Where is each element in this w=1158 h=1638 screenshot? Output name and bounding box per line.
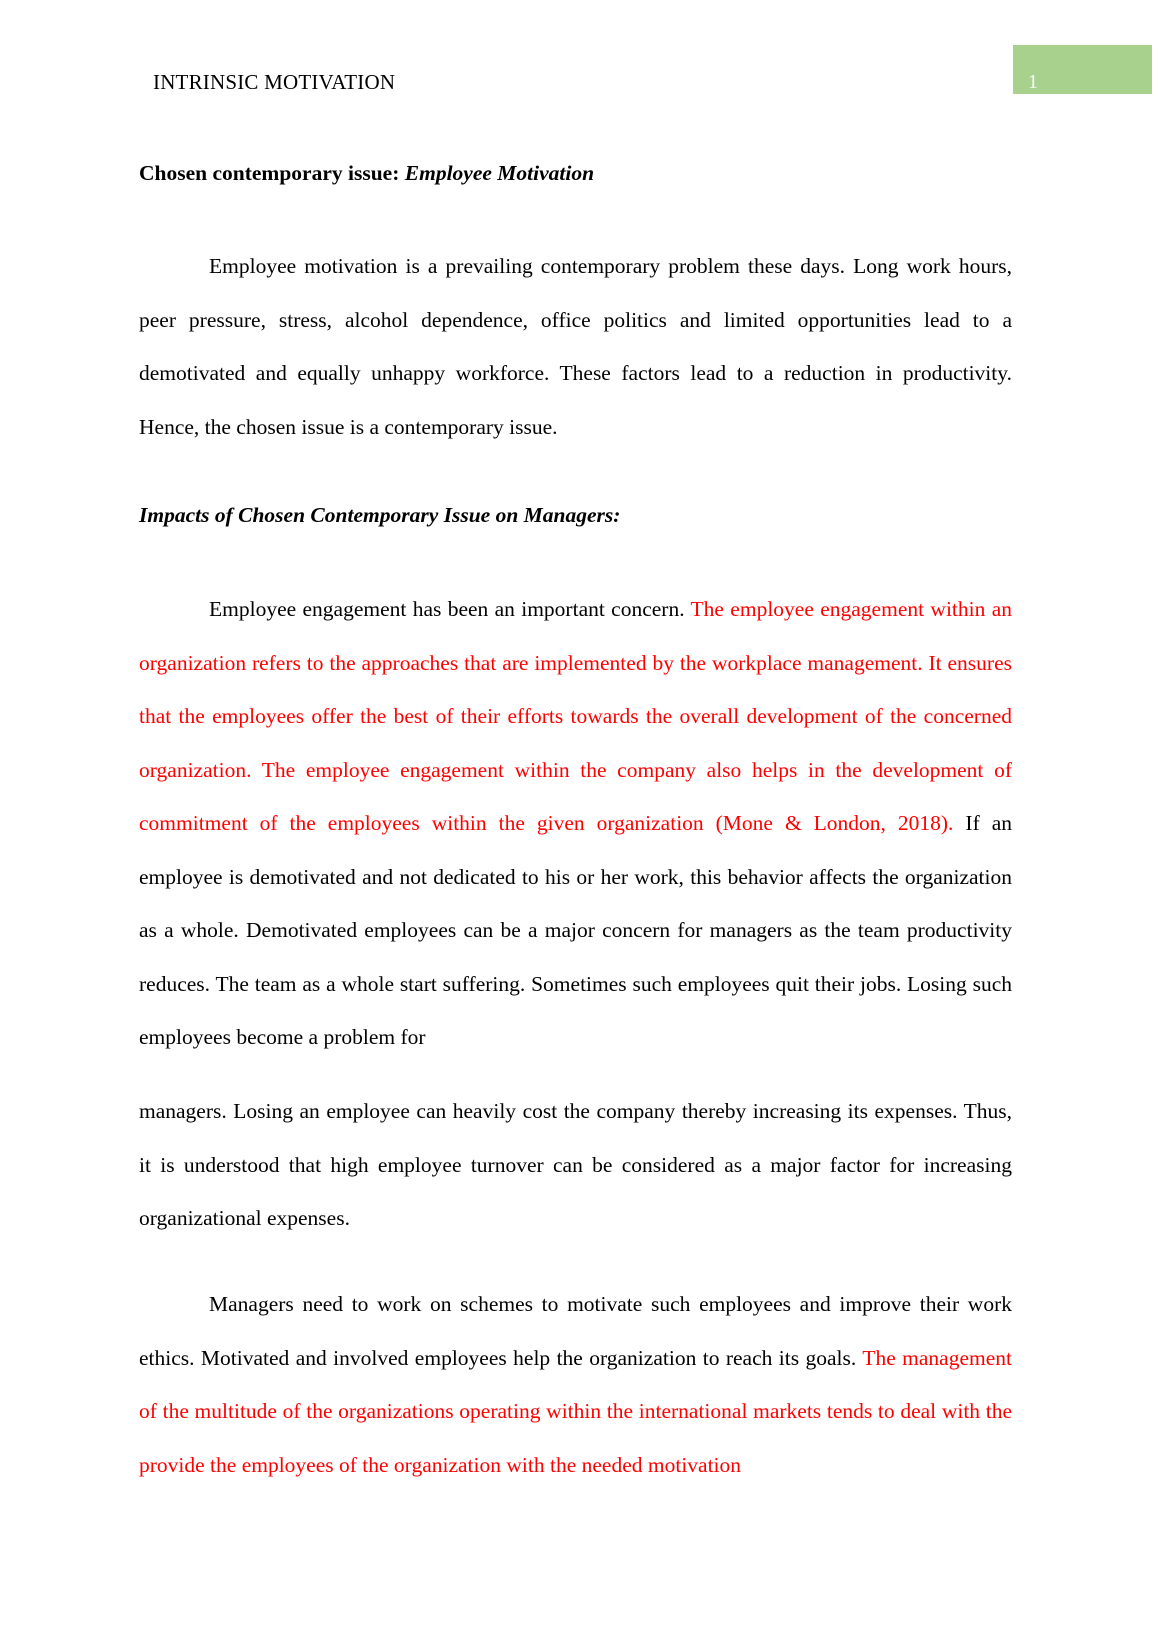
page-number: 1 (1028, 71, 1038, 93)
impacts-paragraph-block (139, 583, 1012, 1065)
running-header-title: INTRINSIC MOTIVATION (153, 70, 396, 94)
heading-label: Chosen contemporary issue: (139, 161, 400, 185)
impacts-continuation-block (139, 1085, 1012, 1246)
page-number-box (1013, 45, 1152, 94)
impacts-text-intro: Employee engagement has been an important concern. (209, 597, 685, 621)
managers-paragraph-block (139, 1278, 1012, 1492)
impacts-paragraph (139, 583, 1012, 1065)
intro-paragraph-block (139, 240, 1012, 454)
managers-text-highlight: The management of the multitude of the organizations operating within the international markets tends to deal with the provide the employees of the organization with the needed motivation (139, 1345, 1012, 1477)
impacts-continuation: managers. Losing an employee can heavily cost the company thereby increasing its expenses. Thus, it is understood that high employee turnover can be considered as a major factor for increasing organizational expenses. (139, 1099, 1012, 1230)
managers-text-intro: Managers need to work on schemes to motivate such employees and improve their work ethics. Motivated and involved employees help the organization to reach its goals. (139, 1292, 1012, 1370)
heading-topic: Employee Motivation (404, 161, 595, 185)
intro-paragraph: Employee motivation is a prevailing contemporary problem these days. Long work hours, peer pressure, stress, alcohol dependence, office politics and limited opportunities lead to a demotivated and equally unhappy workforce. These factors lead to a reduction in productivity. Hence, the chosen issue is a contemporary issue. (139, 254, 1012, 439)
section-heading-impacts: Impacts of Chosen Contemporary Issue on Managers: (139, 503, 621, 527)
impacts-text-highlight: The employee engagement within an organization refers to the approaches that are implemented by the workplace management. It ensures that the employees offer the best of their efforts towards the overall development of the concerned organization. The employee engagement within the company also helps in the development of commitment of the employees within the given organization (Mone & London, 2018). (139, 597, 1012, 835)
impacts-text-body: If an employee is demotivated and not dedicated to his or her work, this behavior affects the organization as a whole. Demotivated employees can be a major concern for managers as the team productivity reduces. The team as a whole start suffering. Sometimes such employees quit their jobs. Losing such employees become a problem for (139, 811, 1012, 1049)
managers-paragraph (139, 1278, 1012, 1492)
section-heading-contemporary-issue (139, 161, 1012, 186)
